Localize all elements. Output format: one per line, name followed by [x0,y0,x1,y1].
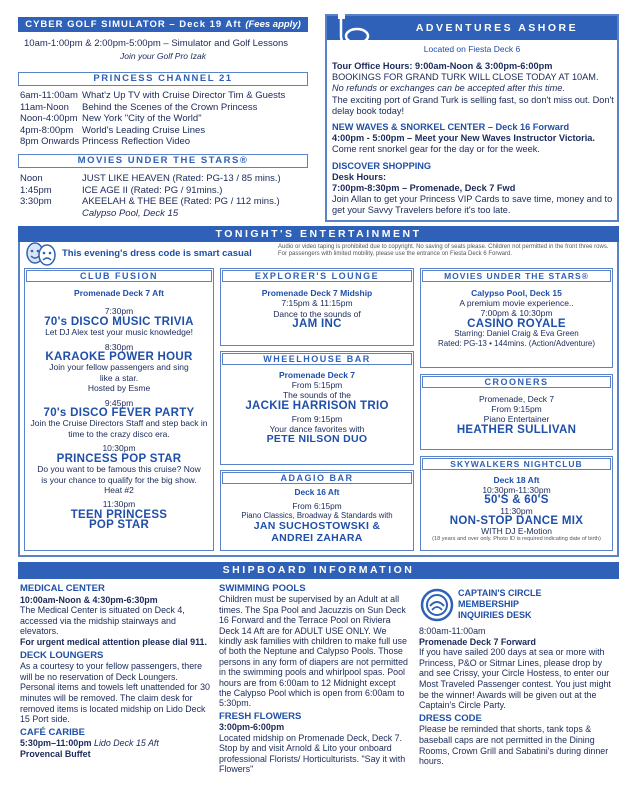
channel-row: 4pm-8:00pm World's Leading Cruise Lines [20,124,206,136]
crooners-box: CROONERS Promenade, Deck 7 From 9:15pm Piano Entertainer HEATHER SULLIVAN [420,374,613,450]
shipboard-col-3: 8:00am-11:00am Promenade Deck 7 Forward If you have sailed 200 days at sea or more with Princess, P&O or Sitmar Lines, please drop by and see Crissy, your Circle Hostess, to enter our Most Traveled Passenger contest. You just might be the winner! Awards will be given out at the Captain's Circle Party. DRESS CODE Please be reminded that shorts, tank tops & baseball caps are not permitted in the Dining Rooms, Crown Grill and Sabatini's during dinner hours. [419,626,615,767]
cafe-title: CAFÉ CARIBE [20,726,85,738]
snorkel-title: NEW WAVES & SNORKEL CENTER – Deck 16 Forward [332,122,570,133]
event-title: KARAOKE POWER HOUR [45,351,193,364]
movies-day-header: MOVIES UNDER THE STARS® [18,154,308,168]
act-name: 50'S & 60'S [484,494,549,507]
channel-row: 8pm Onwards Princess Reflection Video [20,136,191,147]
movie-row: 3:30pm AKEELAH & THE BEE (Rated: PG / 112 mins.) [20,196,280,207]
dress-title: DRESS CODE [419,712,482,724]
tonight-header: TONIGHT'S ENTERTAINMENT [18,226,619,242]
captains-circle-logo-icon [420,588,454,625]
ashore-content [332,61,616,217]
event-title: 70's DISCO MUSIC TRIVIA [44,315,194,328]
shipboard-header: SHIPBOARD INFORMATION [18,562,619,579]
event-title: PRINCESS POP STAR [56,452,182,465]
shipboard-col-2: SWIMMING POOLS Children must be supervised by an Adult at all times. The Spa Pool and Jacuzzis on Sun Deck 16 Forward and the Terrace Pool on Riviera Deck 14 Aft are for ADULT USE ONLY. We kindly ask families with children to make full use of both the Neptune and Calypso Pools. Those persons in any form of diapers are not permitted in the swimming pools and whirlpool spas. Pool hours are from 6:00am to 12 Midnight except the Calypso Pool which is open from 6:00am to 5:30pm. FRESH FLOWERS 3:00pm-6:00pm Located midship on Promenade Deck, Deck 7. Stop by and visit Arnold & Lito your onboard professional Florists/ Horticulturists. "Say it with Flowers" [219,583,408,774]
golf-pro: Join your Golf Pro Izak [120,51,206,61]
shipboard-col-1: MEDICAL CENTER 10:00am-Noon & 4:30pm-6:30pm The Medical Center is situated on Deck 4, accessed via the midship stairways and elevators. For urgent medical attention please dial 911. DECK LOUNGERS As a courtesy to your fellow passengers, there will be no reservation of Deck Loungers. Personal items and towels left unattended for 30 minutes will be removed. The claim desk for removed items is located midship on Lido Deck 15 Port side. CAFÉ CARIBE 5:30pm–11:00pm Lido Deck 15 Aft Provencal Buffet [20,583,210,759]
movies-day-location: Calypso Pool, Deck 15 [82,207,179,219]
channel-row: 6am-11:00am What'z Up TV with Cruise Director Tim & Guests [20,90,286,101]
act-name: HEATHER SULLIVAN [456,423,577,436]
golf-fee: (Fees apply) [245,19,301,30]
club-fusion-box [24,268,214,551]
snorkel-hours: 4:00pm - 5:00pm – Meet your New Waves Instructor Victoria. [332,133,595,144]
booking-notice: BOOKINGS FOR GRAND TURK WILL CLOSE TODAY AT 10AM. [332,72,599,83]
wheelhouse-header: WHEELHOUSE BAR [222,353,412,365]
movie-row: 1:45pm ICE AGE II (Rated: PG / 91mins.) [20,184,223,196]
movies-night-header: MOVIES UNDER THE STARS® [422,270,611,282]
channel-list [20,90,320,148]
port-text: The exciting port of Grand Turk is selling fast, so don't miss out. Don't delay book today! [332,94,614,116]
skywalkers-header: SKYWALKERS NIGHTCLUB [422,458,611,470]
explorers-header: EXPLORER'S LOUNGE [222,270,412,282]
channel-header: PRINCESS CHANNEL 21 [18,72,308,86]
act-name: JAN SUCHOSTOWSKI & ANDREI ZAHARA [253,520,381,544]
adagio-box: ADAGIO BAR Deck 16 Aft From 6:15pm Piano Classics, Broadway & Standards with JAN SUCHOSTOWSKI & ANDREI ZAHARA [220,470,414,551]
golf-hours: 10am-1:00pm & 2:00pm-5:00pm – Simulator and Golf Lessons [24,38,289,49]
movie-title: CASINO ROYALE [467,317,566,330]
movies-day-list [20,173,320,219]
flowers-title: FRESH FLOWERS [219,710,302,722]
adagio-header: ADAGIO BAR [222,472,412,484]
movies-night-box: MOVIES UNDER THE STARS® Calypso Pool, Deck 15 A premium movie experience.. 7:00pm & 10:30pm CASINO ROYALE Starring: Daniel Craig & Eva Green Rated: PG-13 • 144mins. (Action/Adventure) [420,268,613,368]
club-fusion-body: Promenade Deck 7 Aft 7:30pm 70's DISCO MUSIC TRIVIA Let DJ Alex test your music knowledge! 8:30pm KARAOKE POWER HOUR Join your fellow passengers and sing like a star. Hosted by Esme 9:45pm 70's DISCO FEVER PARTY Join the Cruise Directors Staff and step back in time to the crazy disco era. 10:30pm PRINCESS POP STAR Do you want to be famous this cruise? Now is your chance to qualify for the big show. Heat #2 11:30pm TEEN PRINCESS POP STAR [30,288,208,532]
act-name: JACKIE HARRISON TRIO [245,399,389,412]
golf-header [18,17,308,32]
ashore-box [325,14,619,222]
crooners-header: CROONERS [422,376,611,388]
movie-row: Noon JUST LIKE HEAVEN (Rated: PG-13 / 85 mins.) [20,173,281,184]
act-name: JAM INC [292,318,342,331]
ashore-header: ADVENTURES ASHORE [327,16,617,40]
shop-title: DISCOVER SHOPPING [332,160,432,171]
desk-hours: Desk Hours: [332,171,387,182]
explorers-box: EXPLORER'S LOUNGE Promenade Deck 7 Midship 7:15pm & 11:15pm Dance to the sounds of JAM INC [220,268,414,346]
act-name: NON-STOP DANCE MIX [449,514,584,527]
pools-title: SWIMMING POOLS [219,583,306,594]
ashore-location: Located on Fiesta Deck 6 [423,44,521,54]
snorkel-text: Come rent snorkel gear for the day or for the week. [332,144,540,155]
channel-row: 11am-Noon Behind the Scenes of the Crown Princess [20,101,258,113]
club-fusion-header: CLUB FUSION [26,270,212,282]
taping-notice: Audio or video taping is prohibited due to copyright. No saving of seats please. Children not permitted in the front three rows. For passengers with limited mobility, please use the entrance on Fiesta Deck 6 Forward. [278,244,609,258]
refund-notice: No refunds or exchanges can be accepted after this time. [332,83,565,94]
event-title: TEEN PRINCESS POP STAR [70,508,168,532]
tour-hours: Tour Office Hours: 9:00am-Noon & 3:00pm-6:00pm [332,61,553,71]
medical-title: MEDICAL CENTER [20,583,105,594]
theater-masks-icon [24,241,58,270]
act-name: PETE NILSON DUO [266,433,368,446]
skywalkers-box: SKYWALKERS NIGHTCLUB Deck 18 Aft 10:30pm-11:30pm 50'S & 60'S 11:30pm NON-STOP DANCE MIX WITH DJ E-Motion (18 years and over only. Photo ID is required indicating date of birth) [420,456,613,551]
shop-hours: 7:00pm-8:30pm – Promenade, Deck 7 Fwd [332,183,516,194]
golf-title: CYBER GOLF SIMULATOR – Deck 19 Aft [25,19,242,30]
wheelhouse-box: WHEELHOUSE BAR Promenade Deck 7 From 5:15pm The sounds of the JACKIE HARRISON TRIO From 9:15pm Your dance favorites with PETE NILSON DUO [220,351,414,465]
event-title: 70's DISCO FEVER PARTY [43,407,195,420]
dress-code-tonight: This evening's dress code is smart casual [62,248,252,259]
channel-row: Noon-4:00pm New York "City of the World" [20,113,202,124]
shop-text: Join Allan to get your Princess VIP Cards to save time, money and to get your Savvy Travelers before it's too late. [332,194,613,216]
circle-title: CAPTAIN'S CIRCLE MEMBERSHIP INQUIRIES DESK [458,588,542,620]
loungers-title: DECK LOUNGERS [20,649,104,661]
